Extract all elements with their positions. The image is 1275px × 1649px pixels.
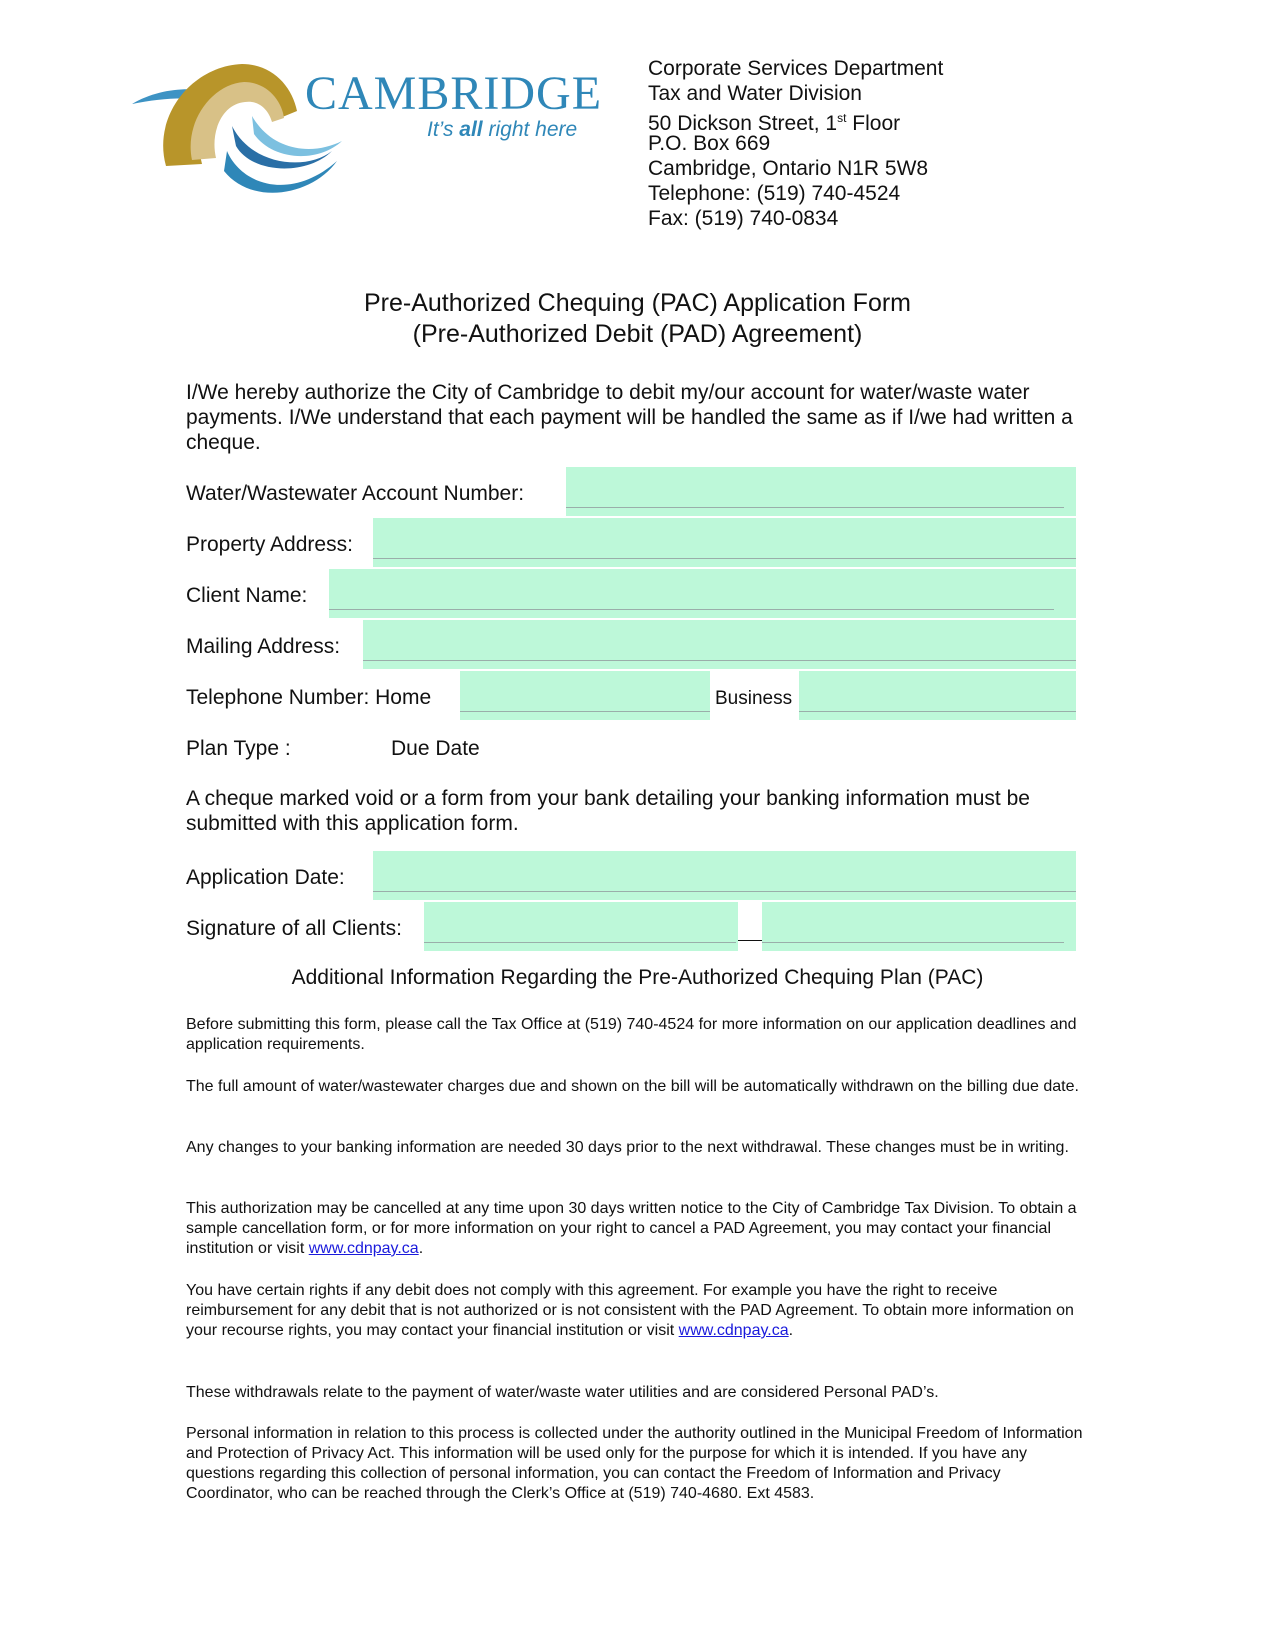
additional-info-title: Additional Information Regarding the Pre-Authorized Chequing Plan (PAC) <box>291 966 984 989</box>
address-line-department: Corporate Services Department <box>648 57 944 80</box>
client-name-field[interactable] <box>329 569 1076 618</box>
due-date-label: Due Date <box>391 737 480 760</box>
address-line-telephone: Telephone: (519) 740-4524 <box>648 182 901 205</box>
account-number-field[interactable] <box>566 467 1076 516</box>
logo-wordmark: CAMBRIDGE <box>305 67 603 120</box>
info-paragraph-personal-pad: These withdrawals relate to the payment of water/waste water utilities and are considered Personal PAD’s. <box>186 1384 939 1401</box>
authorization-statement: I/We hereby authorize the City of Cambridge to debit my/our account for water/waste water payments. I/We understand that each payment will be handled the same as if I/we had written a cheque. <box>186 381 1073 454</box>
application-date-field[interactable] <box>373 851 1076 900</box>
home-telephone-label: Telephone Number: Home <box>186 686 432 709</box>
client-name-label: Client Name: <box>186 584 308 607</box>
business-telephone-label: Business <box>715 688 793 709</box>
address-line-street: 50 Dickson Street, 1st Floor <box>648 111 901 135</box>
business-telephone-field[interactable] <box>799 671 1076 720</box>
property-address-label: Property Address: <box>186 533 353 556</box>
signature-label: Signature of all Clients: <box>186 917 402 940</box>
account-number-label: Water/Wastewater Account Number: <box>186 482 525 505</box>
address-line-pobox: P.O. Box 669 <box>648 132 771 155</box>
info-paragraph-tax-office: Before submitting this form, please call the Tax Office at (519) 740-4524 for more information on our application deadlines and application requirements. <box>186 1016 1077 1053</box>
info-paragraph-banking-changes: Any changes to your banking information are needed 30 days prior to the next withdrawal. These changes must be in writing. <box>186 1139 1069 1156</box>
info-paragraph-privacy: Personal information in relation to this process is collected under the authority outlined in the Municipal Freedom of Information and Protection of Privacy Act. This information will be used only for the purpose for which it is intended. If you have any questions regarding this collection of personal information, you can contact the Freedom of Information and Privacy Coordinator, who can be reached through the Clerk’s Office at (519) 740-4680. Ext 4583. <box>186 1425 1083 1502</box>
address-line-fax: Fax: (519) 740-0834 <box>648 207 839 230</box>
signature-field-1[interactable] <box>424 902 738 951</box>
form-subtitle: (Pre-Authorized Debit (PAD) Agreement) <box>412 320 863 348</box>
application-date-label: Application Date: <box>186 866 345 889</box>
info-paragraph-cancellation: This authorization may be cancelled at any time upon 30 days written notice to the City of Cambridge Tax Division. To obtain a sample cancellation form, or for more information on your right to cancel a PAD Agreement, you may contact your financial institution or visit www.cdnpay.ca. <box>186 1200 1077 1257</box>
property-address-field[interactable] <box>373 518 1076 567</box>
form-title: Pre-Authorized Chequing (PAC) Application Form <box>363 289 911 317</box>
signature-divider <box>738 940 762 941</box>
void-cheque-note: A cheque marked void or a form from your bank detailing your banking information must be submitted with this application form. <box>186 787 1030 835</box>
cdnpay-link-1[interactable]: www.cdnpay.ca <box>308 1240 419 1257</box>
address-line-city: Cambridge, Ontario N1R 5W8 <box>648 157 929 180</box>
plan-type-label: Plan Type : <box>186 737 291 760</box>
home-telephone-field[interactable] <box>460 671 710 720</box>
mailing-address-label: Mailing Address: <box>186 635 341 658</box>
signature-field-2[interactable] <box>762 902 1076 951</box>
cdnpay-link-2[interactable]: www.cdnpay.ca <box>678 1322 789 1339</box>
logo-tagline: It’s all right here <box>427 118 578 141</box>
info-paragraph-withdrawal: The full amount of water/wastewater charges due and shown on the bill will be automatically withdrawn on the billing due date. <box>186 1078 1079 1095</box>
address-line-division: Tax and Water Division <box>648 82 862 105</box>
mailing-address-field[interactable] <box>363 620 1076 669</box>
info-paragraph-rights: You have certain rights if any debit does not comply with this agreement. For example you have the right to receive reimbursement for any debit that is not authorized or is not consistent with the PAD Agreement. To obtain more information on your recourse rights, you may contact your financial institution or visit www.cdnpay.ca. <box>186 1282 1074 1339</box>
